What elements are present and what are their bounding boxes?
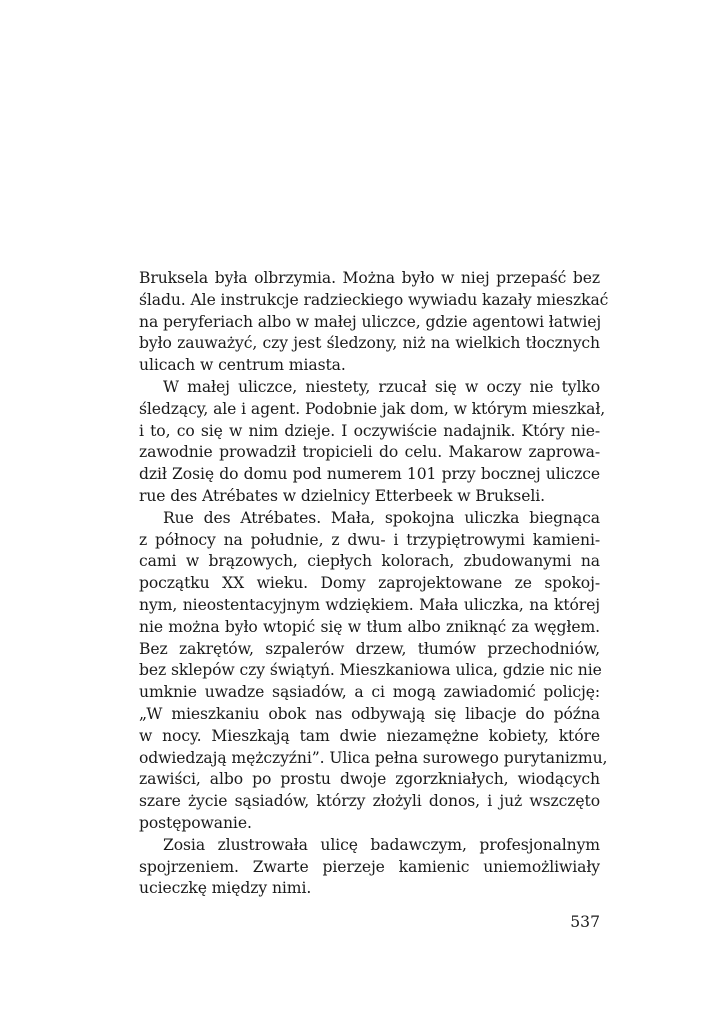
paragraph-4-line-2: spojrzeniem. Zwarte pierzeje kamienic uniemożliwiały bbox=[139, 857, 600, 876]
paragraph-3-line-5: nym, nieostentacyjnym wdziękiem. Mała uliczka, na której bbox=[139, 595, 600, 614]
paragraph-1-line-4: było zauważyć, czy jest śledzony, niż na wielkich tłocznych bbox=[139, 334, 600, 353]
paragraph-1-line-2: śladu. Ale instrukcje radzieckiego wywiadu kazały mieszkać bbox=[139, 290, 609, 309]
paragraph-2-line-6: rue des Atrébates w dzielnicy Etterbeek w Brukseli. bbox=[139, 486, 545, 505]
paragraph-3-line-13: zawiści, albo po prostu dwoje zgorzkniałych, wiodących bbox=[139, 770, 600, 789]
paragraph-3-line-4: początku XX wieku. Domy zaprojektowane ze spokoj- bbox=[139, 574, 600, 593]
paragraph-3-line-14: szare życie sąsiadów, którzy złożyli donos, i już wszczęto bbox=[139, 792, 600, 811]
paragraph-1-line-5: ulicach w centrum miasta. bbox=[139, 356, 346, 375]
paragraph-2-line-2: śledzący, ale i agent. Podobnie jak dom, w którym mieszkał, bbox=[139, 399, 606, 418]
paragraph-2-line-3: i to, co się w nim dzieje. I oczywiście nadajnik. Który nie- bbox=[139, 421, 600, 440]
paragraph-3-line-8: bez sklepów czy świątyń. Mieszkaniowa ulica, gdzie nic nie bbox=[139, 661, 602, 680]
paragraph-3-line-10: „W mieszkaniu obok nas odbywają się libacje do późna bbox=[139, 704, 600, 723]
paragraph-3-line-9: umknie uwadze sąsiadów, a ci mogą zawiadomić policję: bbox=[139, 683, 600, 702]
page-number: 537 bbox=[570, 913, 600, 931]
paragraph-2-line-5: dził Zosię do domu pod numerem 101 przy bocznej uliczce bbox=[139, 465, 600, 484]
paragraph-3-line-12: odwiedzają mężczyźni”. Ulica pełna surowego purytanizmu, bbox=[139, 748, 608, 767]
paragraph-3-line-2: z północy na południe, z dwu- i trzypiętrowymi kamieni- bbox=[139, 530, 600, 549]
paragraph-3-line-15: postępowanie. bbox=[139, 813, 252, 832]
paragraph-2-line-1: W małej uliczce, niestety, rzucał się w oczy nie tylko bbox=[163, 377, 600, 396]
paragraph-1-line-1: Bruksela była olbrzymia. Można było w niej przepaść bez bbox=[139, 269, 600, 287]
paragraph-4-line-3: ucieczkę między nimi. bbox=[139, 879, 312, 898]
paragraph-3-line-7: Bez zakrętów, szpalerów drzew, tłumów przechodniów, bbox=[139, 639, 600, 658]
paragraph-4-line-1: Zosia zlustrowała ulicę badawczym, profesjonalnym bbox=[163, 835, 600, 854]
paragraph-3-line-3: cami w brązowych, ciepłych kolorach, zbudowanymi na bbox=[139, 552, 600, 571]
paragraph-3-line-11: w nocy. Mieszkają tam dwie niezamężne kobiety, które bbox=[139, 726, 600, 745]
paragraph-1-line-3: na peryferiach albo w małej uliczce, gdzie agentowi łatwiej bbox=[139, 312, 602, 331]
paragraph-3-line-1: Rue des Atrébates. Mała, spokojna uliczka biegnąca bbox=[163, 508, 600, 527]
body-text bbox=[139, 268, 609, 900]
paragraph-3-line-6: nie można było wtopić się w tłum albo zniknąć za węgłem. bbox=[139, 617, 600, 636]
paragraph-2-line-4: zawodnie prowadził tropicieli do celu. Makarow zaprowa- bbox=[139, 443, 600, 462]
